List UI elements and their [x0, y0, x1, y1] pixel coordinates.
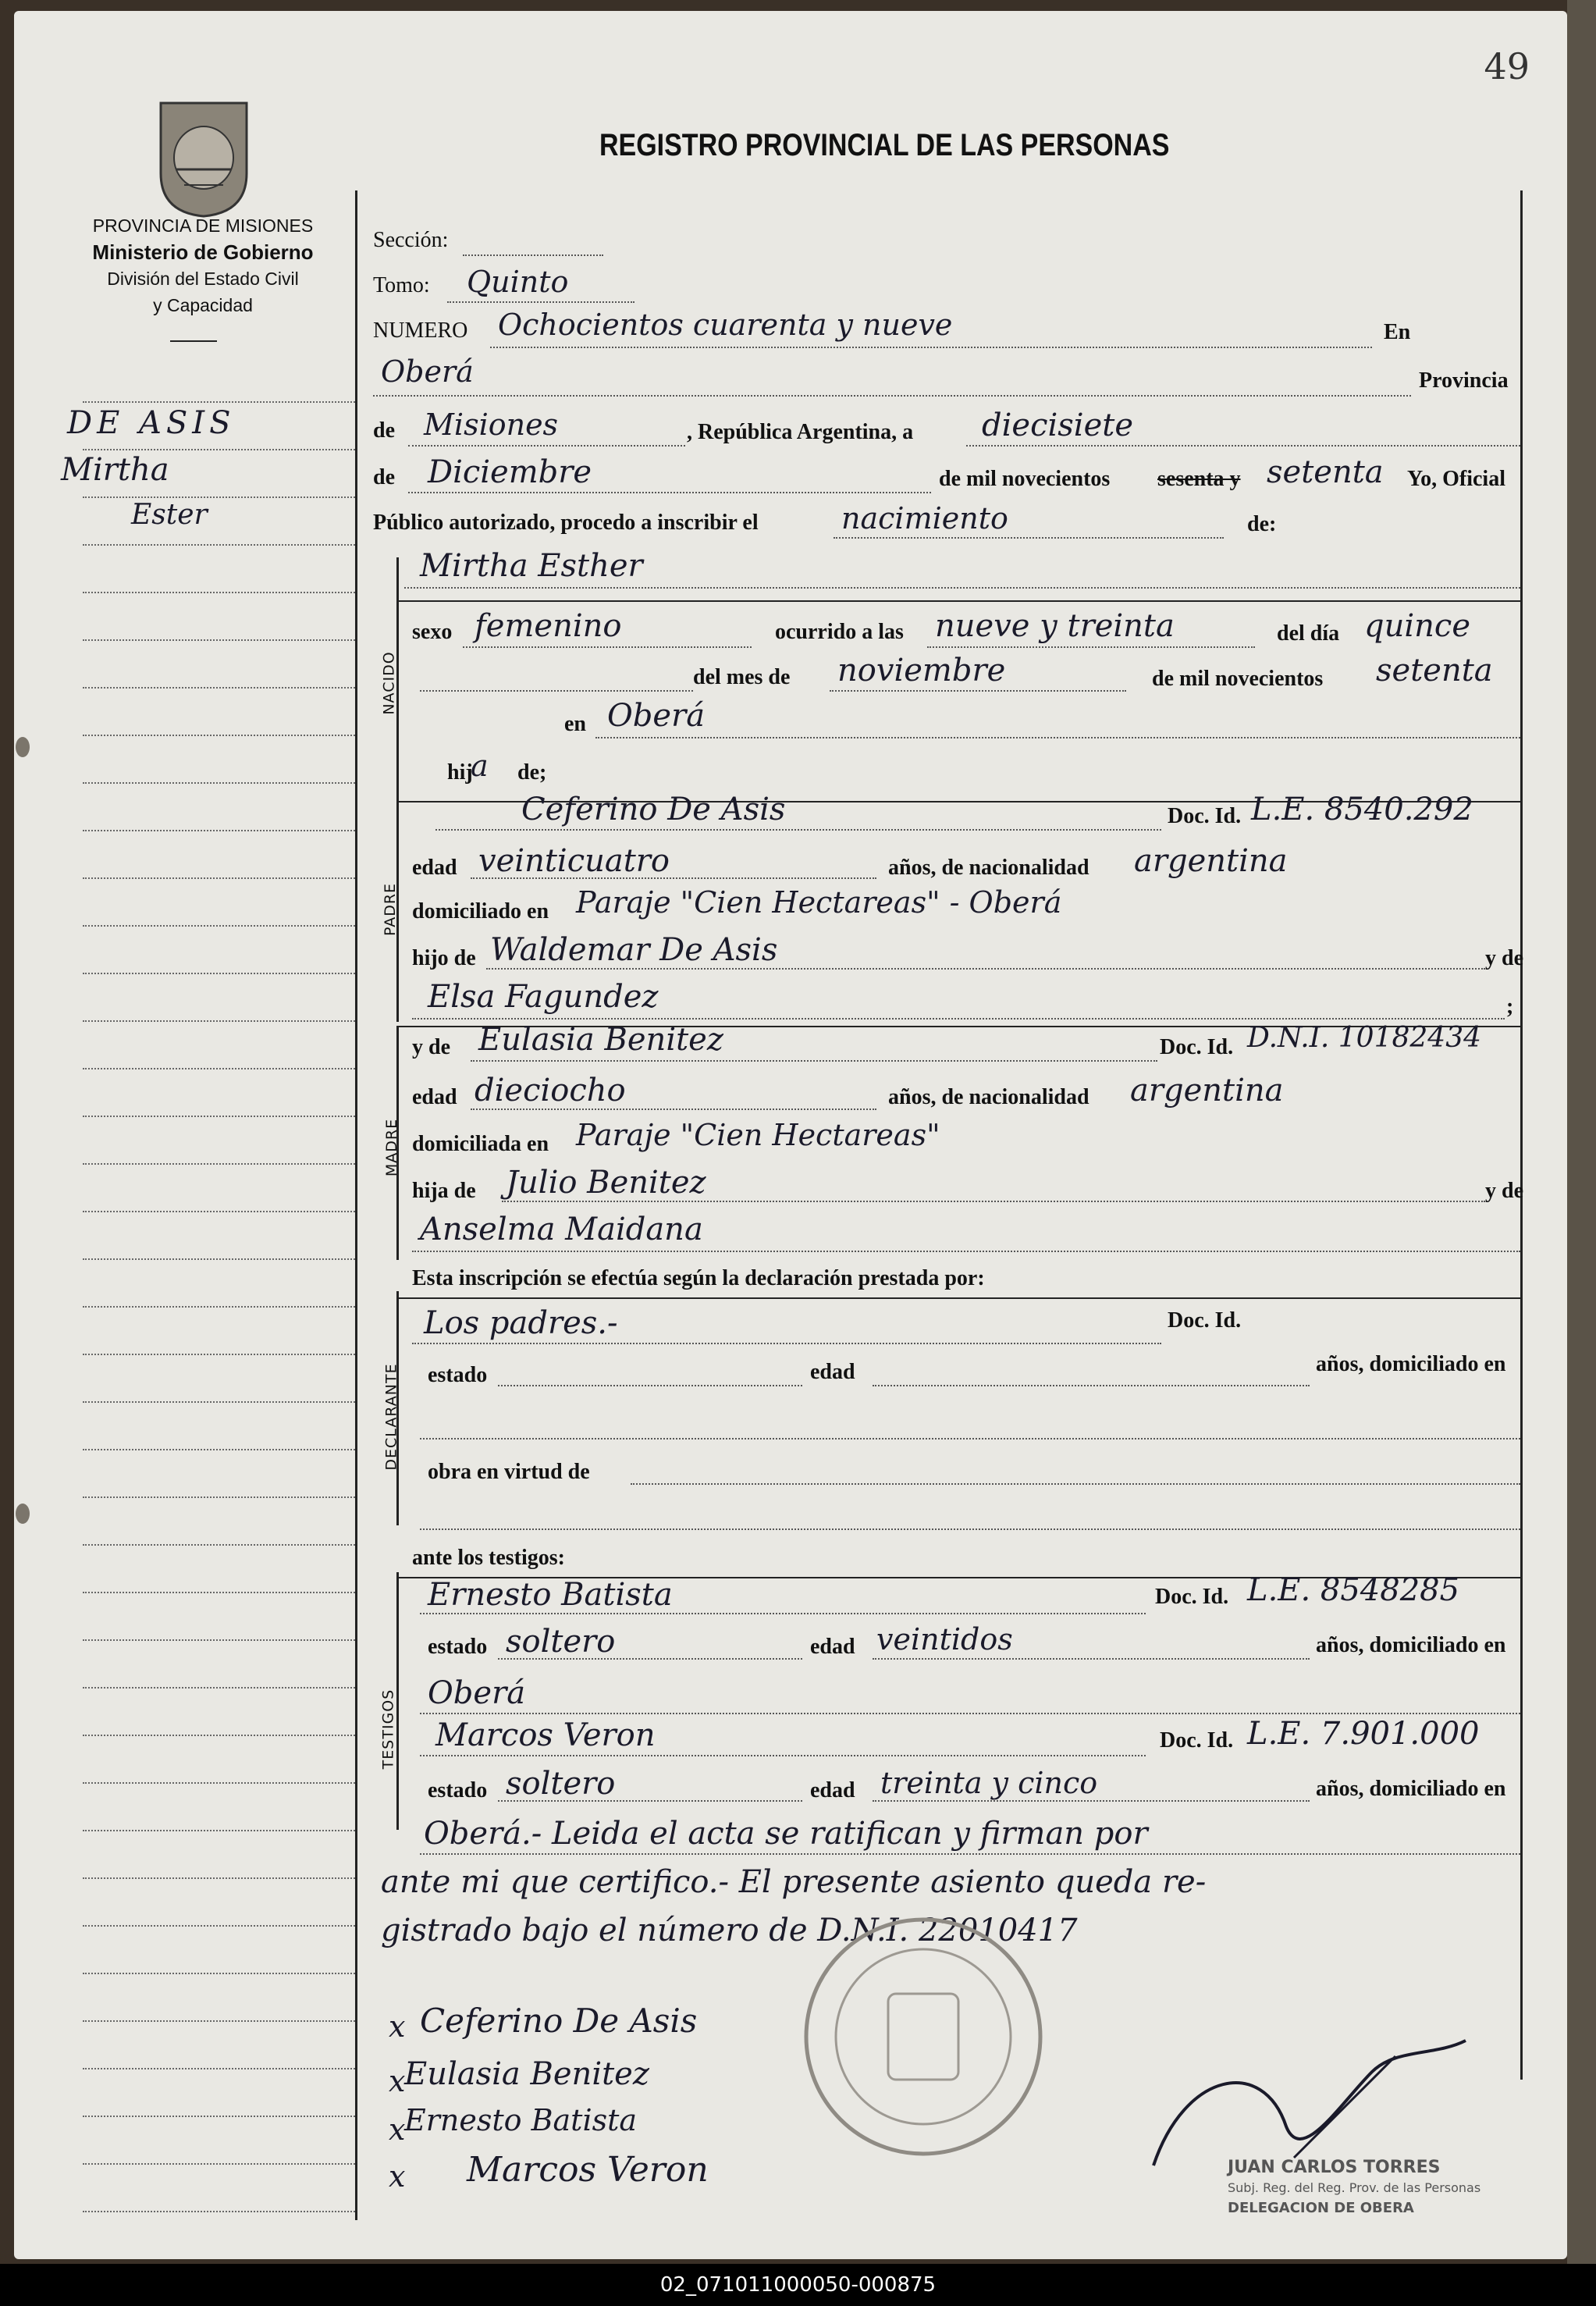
field-padre-nac: argentina	[1134, 843, 1288, 879]
ledger-line	[83, 2068, 357, 2069]
label-hija-de: hija de	[412, 1179, 476, 1203]
label-provincia: Provincia	[1419, 368, 1509, 393]
section-madre: MADRE	[383, 1118, 401, 1177]
closing-dots	[420, 1853, 1520, 1855]
ledger-line	[83, 1020, 357, 1022]
field-testigo2-edad: treinta y cinco	[880, 1766, 1098, 1800]
padre-edad-line	[471, 877, 876, 879]
field-madre-madre: Anselma Maidana	[420, 1212, 703, 1247]
agency-ministry: Ministerio de Gobierno	[92, 240, 314, 264]
stamp-delegation: DELEGACION DE OBERA	[1228, 2200, 1414, 2216]
ledger-line	[83, 449, 357, 450]
label-de-mil: de mil novecientos	[939, 467, 1111, 491]
punch-hole	[16, 1504, 30, 1524]
agency-divider	[170, 340, 217, 342]
label-de-semi: de;	[517, 760, 547, 785]
label-publico: Público autorizado, procedo a inscribir el	[373, 511, 759, 535]
signature-x-2: x	[389, 2064, 406, 2098]
margin-middlename: Ester	[131, 499, 208, 531]
section-padre: PADRE	[382, 882, 400, 937]
field-padre: Ceferino De Asis	[521, 792, 786, 827]
field-anio-inscripcion: setenta	[1267, 454, 1384, 490]
label-doc-testigo1: Doc. Id.	[1155, 1585, 1229, 1609]
ledger-line	[83, 782, 357, 784]
field-hora: nueve y treinta	[935, 608, 1175, 644]
ledger-line	[83, 1925, 357, 1927]
label-dom-t2: años, domiciliado en	[1316, 1777, 1506, 1801]
ledger-line	[83, 2211, 357, 2212]
field-padre-madre: Elsa Fagundez	[428, 979, 659, 1015]
provincia-line	[408, 445, 685, 447]
image-id-footer: 02_071011000050-000875	[0, 2264, 1596, 2306]
margin-firstname: Mirtha	[61, 452, 169, 488]
obra-line-2	[420, 1528, 1520, 1530]
label-nac-padre: años, de nacionalidad	[888, 856, 1089, 880]
section-testigos: TESTIGOS	[379, 1689, 397, 1770]
field-mes-inscripcion: Diciembre	[428, 454, 592, 490]
field-testigo1-doc: L.E. 8548285	[1247, 1572, 1460, 1608]
field-tomo: Quinto	[467, 265, 569, 299]
field-numero: Ochocientos cuarenta y nueve	[498, 308, 953, 342]
label-republica: , República Argentina, a	[687, 420, 914, 444]
field-madre-padre: Julio Benitez	[506, 1165, 706, 1201]
ledger-line	[83, 1877, 357, 1879]
label-edad-declarante: edad	[810, 1360, 855, 1384]
section-nacido: NACIDO	[380, 651, 398, 715]
estado-declarante-line	[498, 1385, 802, 1386]
signature-x-4: x	[389, 2159, 406, 2194]
page-number: 49	[1484, 45, 1530, 87]
field-testigo2: Marcos Veron	[435, 1717, 656, 1753]
ledger-line	[83, 1163, 357, 1165]
declarante-line	[412, 1343, 1161, 1344]
label-tomo: Tomo:	[373, 273, 430, 297]
ledger-line	[83, 1401, 357, 1403]
field-lugar: Oberá	[607, 698, 706, 734]
field-padre-dom: Paraje "Cien Hectareas" - Oberá	[576, 885, 1062, 920]
label-del-dia: del día	[1277, 621, 1340, 646]
left-border	[355, 190, 357, 2220]
field-madre: Eulasia Benitez	[478, 1022, 723, 1058]
padre-padre-line	[486, 968, 1485, 970]
label-dom-declarante: años, domiciliado en	[1316, 1352, 1506, 1376]
stamp-role: Subj. Reg. del Reg. Prov. de las Personas	[1228, 2180, 1481, 2195]
signature-testigo2: Marcos Veron	[467, 2150, 709, 2190]
estado-t1-line	[498, 1658, 802, 1660]
madre-line	[471, 1060, 1157, 1062]
field-ciudad: Oberá	[381, 354, 474, 389]
ledger-line	[83, 1592, 357, 1593]
label-nac-madre: años, de nacionalidad	[888, 1085, 1089, 1109]
field-declarante: Los padres.-	[424, 1305, 618, 1341]
official-stamp	[1228, 2158, 1524, 2219]
ledger-line	[83, 1544, 357, 1546]
ledger-line	[83, 544, 357, 546]
label-de-colon: de:	[1247, 512, 1277, 536]
field-anio-nacimiento: setenta	[1376, 653, 1493, 689]
ledger-line	[83, 1449, 357, 1450]
label-y-de-padre: y de	[1485, 946, 1523, 970]
field-dia-nacimiento: quince	[1364, 608, 1470, 644]
edad-t1-line	[873, 1658, 1310, 1660]
acto-line	[834, 537, 1224, 539]
ledger-line	[83, 592, 357, 593]
nacido-top-rule	[396, 600, 1520, 602]
label-yo-oficial: Yo, Oficial	[1407, 467, 1505, 491]
ledger-line	[83, 973, 357, 974]
label-doc-testigo2: Doc. Id.	[1160, 1728, 1234, 1753]
dia-line	[966, 445, 1520, 447]
ledger-line	[83, 639, 357, 641]
field-acto: nacimiento	[841, 501, 1008, 536]
ledger-line	[83, 401, 357, 403]
ledger-line	[83, 1639, 357, 1641]
field-sexo: femenino	[475, 608, 622, 644]
signature-x-1: x	[389, 2009, 406, 2044]
ledger-line	[83, 1735, 357, 1736]
ledger-line	[83, 1211, 357, 1212]
mes-nac-line	[830, 690, 1126, 692]
blank-line	[420, 690, 693, 692]
label-dom-padre: domiciliado en	[412, 899, 549, 923]
field-madre-dom: Paraje "Cien Hectareas"	[576, 1118, 940, 1152]
label-edad-t2: edad	[810, 1778, 855, 1802]
signature-x-3: x	[389, 2112, 406, 2147]
declarante-top-rule	[396, 1297, 1520, 1299]
field-nombre: Mirtha Esther	[420, 548, 643, 584]
signature-madre: Eulasia Benitez	[404, 2056, 649, 2092]
label-dom-madre: domiciliada en	[412, 1132, 549, 1156]
nombre-line	[404, 587, 1520, 589]
ledger-line	[83, 1782, 357, 1784]
label-numero: NUMERO	[373, 318, 468, 343]
label-inscripcion: Esta inscripción se efectúa según la declaración prestada por:	[412, 1266, 985, 1290]
label-edad-madre: edad	[412, 1085, 457, 1109]
field-testigo2-estado: soltero	[506, 1766, 616, 1802]
label-ante: ante los testigos:	[412, 1546, 565, 1570]
field-hij: a	[471, 749, 489, 783]
section-declarante: DECLARANTE	[382, 1363, 400, 1471]
field-provincia: Misiones	[424, 407, 559, 442]
label-estado-declarante: estado	[428, 1363, 488, 1387]
coat-of-arms-icon	[153, 95, 254, 220]
testigos-border	[396, 1572, 399, 1830]
label-edad-padre: edad	[412, 856, 457, 880]
label-ocurrido: ocurrido a las	[775, 620, 904, 644]
ledger-line	[83, 2163, 357, 2165]
book-spine	[1567, 0, 1596, 2264]
field-padre-padre: Waldemar De Asis	[490, 932, 778, 968]
label-en-lugar: en	[564, 712, 586, 736]
label-del-mes: del mes de	[693, 665, 791, 689]
label-obra: obra en virtud de	[428, 1460, 590, 1484]
label-estado-t1: estado	[428, 1635, 488, 1659]
right-border	[1520, 190, 1523, 2080]
padre-madre-line	[412, 1018, 1505, 1020]
ledger-line	[83, 2116, 357, 2117]
mes-line	[408, 492, 931, 493]
ledger-line	[83, 687, 357, 689]
ledger-line	[83, 1306, 357, 1308]
ledger-line	[83, 1687, 357, 1689]
agency-province: PROVINCIA DE MISIONES	[92, 215, 314, 236]
madre-madre-line	[412, 1251, 1520, 1252]
field-padre-edad: veinticuatro	[478, 843, 670, 879]
label-de-1: de	[373, 418, 395, 443]
label-doc-padre: Doc. Id.	[1168, 804, 1242, 828]
field-testigo1-edad: veintidos	[876, 1622, 1013, 1657]
label-sesenta-y: sesenta y	[1157, 467, 1241, 491]
field-dia-inscripcion: diecisiete	[982, 407, 1134, 443]
dom-t1-line	[420, 1713, 1520, 1714]
label-doc-declarante: Doc. Id.	[1168, 1308, 1242, 1333]
seccion-line	[463, 254, 603, 256]
label-mil-nov: de mil novecientos	[1152, 667, 1324, 691]
lugar-line	[595, 737, 1520, 738]
ledger-line	[83, 1973, 357, 1974]
document-page	[14, 11, 1567, 2259]
field-mes-nacimiento: noviembre	[837, 653, 1006, 689]
tomo-line	[447, 301, 634, 303]
field-madre-doc: D.N.I. 10182434	[1247, 1022, 1482, 1054]
label-semicolon: ;	[1506, 995, 1514, 1019]
field-testigo1-dom: Oberá	[428, 1675, 526, 1711]
ledger-line	[83, 496, 357, 498]
estado-t2-line	[498, 1800, 802, 1802]
signature-padre: Ceferino De Asis	[420, 2002, 698, 2040]
ledger-line	[83, 830, 357, 831]
closing-line-2: ante mi que certifico.- El presente asiento queda re-	[381, 1864, 1207, 1900]
edad-declarante-line	[873, 1385, 1310, 1386]
ledger-line	[83, 735, 357, 736]
field-testigo1-estado: soltero	[506, 1624, 616, 1660]
margin-surname: DE ASIS	[67, 405, 236, 441]
field-madre-nac: argentina	[1130, 1073, 1284, 1109]
label-y-de-madre2: y de	[1485, 1179, 1523, 1203]
edad-t2-line	[873, 1800, 1310, 1802]
agency-capacity: y Capacidad	[153, 295, 253, 315]
ledger-line	[83, 1116, 357, 1117]
ledger-line	[83, 1068, 357, 1069]
ledger-line	[83, 877, 357, 879]
obra-line	[631, 1483, 1520, 1485]
label-sexo: sexo	[412, 620, 453, 644]
label-y-de-madre: y de	[412, 1035, 450, 1059]
padre-line	[435, 829, 1161, 831]
field-madre-edad: dieciocho	[475, 1073, 626, 1109]
agency-block	[39, 212, 367, 318]
label-hijo-de: hijo de	[412, 946, 476, 970]
numero-line	[490, 347, 1372, 348]
label-estado-t2: estado	[428, 1778, 488, 1802]
label-doc-madre: Doc. Id.	[1160, 1035, 1234, 1059]
agency-division: División del Estado Civil	[107, 269, 299, 289]
document-title: REGISTRO PROVINCIAL DE LAS PERSONAS	[599, 128, 1170, 162]
label-edad-t1: edad	[810, 1635, 855, 1659]
field-testigo2-doc: L.E. 7.901.000	[1247, 1716, 1480, 1752]
field-testigo1: Ernesto Batista	[428, 1577, 673, 1613]
label-de-2: de	[373, 465, 395, 489]
ledger-line	[83, 1830, 357, 1831]
label-hij: hij	[447, 760, 473, 785]
madre-padre-line	[502, 1201, 1485, 1202]
ledger-line	[83, 1496, 357, 1498]
sexo-line	[463, 646, 752, 648]
testigo1-line	[420, 1613, 1146, 1614]
hora-line	[927, 646, 1255, 648]
field-padre-doc: L.E. 8540.292	[1251, 792, 1473, 827]
closing-line-1: Oberá.- Leida el acta se ratifican y firman por	[424, 1816, 1148, 1852]
label-dom-t1: años, domiciliado en	[1316, 1633, 1506, 1657]
label-en: En	[1384, 320, 1411, 344]
testigo2-line	[420, 1755, 1146, 1756]
label-seccion: Sección:	[373, 228, 449, 252]
ledger-line	[83, 1258, 357, 1260]
signature-testigo1: Ernesto Batista	[404, 2103, 638, 2137]
stamp-name: JUAN CARLOS TORRES	[1228, 2158, 1441, 2177]
closing-line-3: gistrado bajo el número de D.N.I. 22010417	[381, 1913, 1078, 1948]
punch-hole	[16, 737, 30, 757]
official-seal-icon	[794, 1908, 1052, 2165]
ledger-line	[83, 925, 357, 927]
ledger-line	[83, 1354, 357, 1355]
dom-declarante-line	[420, 1438, 1520, 1439]
ciudad-line	[373, 395, 1411, 397]
madre-edad-line	[471, 1109, 876, 1110]
ledger-line	[83, 2020, 357, 2022]
